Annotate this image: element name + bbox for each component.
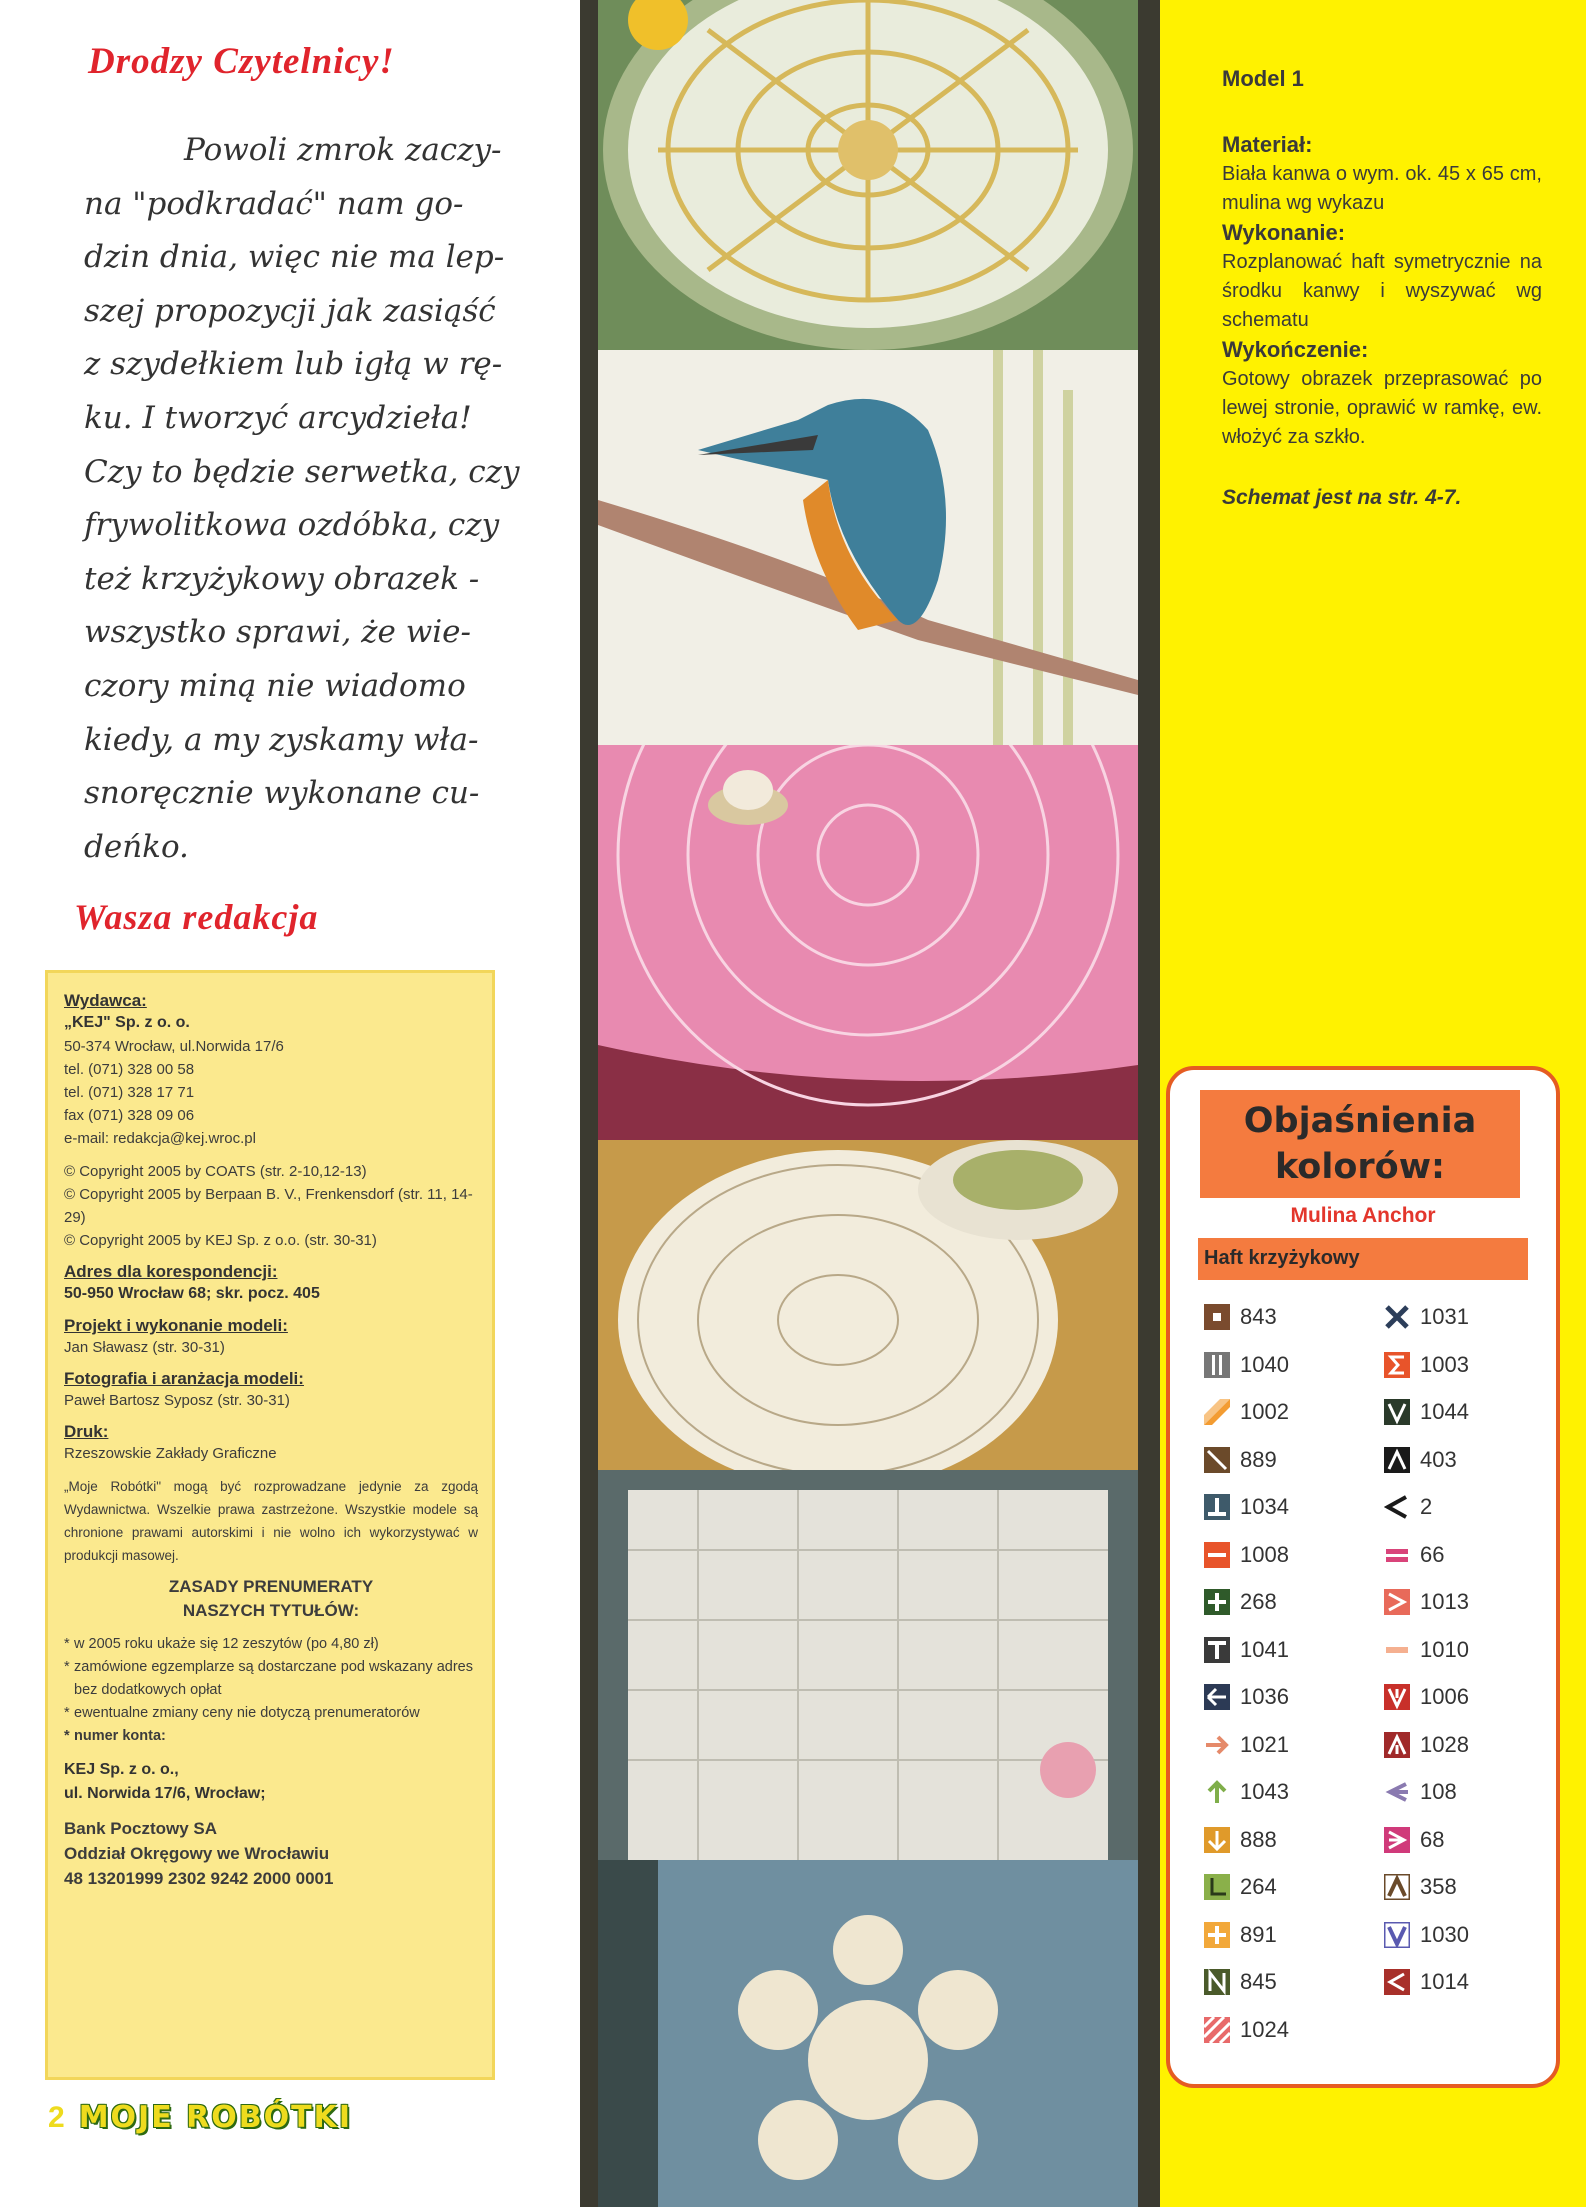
legend-row (1204, 1589, 1277, 1615)
instructions-column (1160, 0, 1586, 2207)
photo-label: Fotografia i aranżacja modeli: (64, 1369, 304, 1388)
stitch-symbol-arrow-left-bar-icon (1384, 1779, 1410, 1805)
legend-title-line: Objaśnienia (1243, 1101, 1477, 1141)
stitch-symbol-check-icon (1204, 1874, 1230, 1900)
publisher-fax: fax (071) 328 09 06 (64, 1107, 195, 1124)
bank-line: Bank Pocztowy SA (64, 1819, 218, 1838)
legend-row (1204, 1494, 1289, 1520)
stitch-symbol-dash-icon (1204, 1542, 1230, 1568)
thread-code: 1028 (1420, 1732, 1469, 1757)
legend-row (1384, 1874, 1457, 1900)
stitch-symbol-v-bar-icon (1384, 1684, 1410, 1710)
bank-line: Oddział Okręgowy we Wrocławiu (64, 1844, 330, 1863)
stitch-symbol-lambda-icon (1384, 1447, 1410, 1473)
legend-brand: Mulina Anchor (1290, 1204, 1436, 1227)
editorial-line: z szydełkiem lub igłą w rę- (84, 346, 503, 383)
legend-row (1204, 1922, 1277, 1948)
editorial-line: czory miną nie wiadomo (84, 667, 466, 704)
legend-row (1384, 1447, 1457, 1473)
legend-row (1384, 1827, 1444, 1853)
subscription-title: NASZYCH TYTUŁÓW: (182, 1601, 360, 1620)
stitch-symbol-lambda-bar-icon (1384, 1732, 1410, 1758)
thread-code: 1030 (1420, 1922, 1469, 1947)
thread-code: 1021 (1240, 1732, 1289, 1757)
curtain-photo (598, 1470, 1138, 1860)
thread-code: 264 (1240, 1874, 1277, 1899)
greeting-heading: Drodzy Czytelnicy! (88, 41, 395, 82)
thread-code: 888 (1240, 1827, 1277, 1852)
editorial-line: też krzyżykowy obrazek - (84, 560, 480, 597)
legend-title (1200, 1090, 1520, 1198)
legend-row (1204, 1969, 1277, 1995)
stitch-symbol-arrow-left-icon (1204, 1684, 1230, 1710)
pink-tablecloth-photo (598, 745, 1138, 1140)
legend-row (1384, 1542, 1444, 1568)
legend-row (1204, 1827, 1277, 1853)
stitch-symbol-square-dot-icon (1204, 1304, 1230, 1330)
copyright-line: © Copyright 2005 by Berpaan B. V., Frenkensdorf (str. 11, 14-29) (64, 1186, 473, 1226)
legend-row (1204, 1637, 1289, 1663)
stitch-symbol-chevron-bar-icon (1384, 1827, 1410, 1853)
editorial-line: frywolitkowa ozdóbka, czy (84, 507, 500, 544)
account-line: ul. Norwida 17/6, Wrocław; (64, 1785, 266, 1802)
imprint-box (45, 970, 495, 2080)
material-label: Materiał: (1222, 132, 1313, 157)
model-title: Model 1 (1222, 66, 1304, 91)
thread-code: 1031 (1420, 1304, 1469, 1329)
thread-code: 2 (1420, 1494, 1433, 1519)
legend-title-line: kolorów: (1274, 1147, 1446, 1187)
stitch-symbol-arrow-up-icon (1204, 1779, 1230, 1805)
stitch-symbol-t-icon (1204, 1637, 1230, 1663)
editorial-line: snoręcznie wykonane cu- (84, 775, 480, 812)
thread-code: 1003 (1420, 1352, 1469, 1377)
tatting-photo (598, 1860, 1138, 2207)
page-footer (48, 2100, 352, 2135)
address-value: 50-950 Wrocław 68; skr. pocz. 405 (64, 1285, 320, 1302)
model-instructions (1222, 66, 1542, 510)
stitch-symbol-plus-icon (1204, 1922, 1230, 1948)
thread-code: 268 (1240, 1589, 1277, 1614)
finish-label: Wykończenie: (1222, 337, 1369, 362)
subscription-list (64, 1633, 478, 1748)
editorial-line: szej propozycji jak zasiąść (84, 292, 496, 329)
thread-code: 843 (1240, 1304, 1277, 1329)
legend-row (1204, 1874, 1277, 1900)
thread-code: 1034 (1240, 1494, 1289, 1519)
photo-strip (580, 0, 1160, 2207)
stitch-symbol-diagonal-icon (1204, 1399, 1230, 1425)
schema-reference: Schemat jest na str. 4-7. (1222, 486, 1462, 509)
page-number: 2 (48, 2100, 65, 2134)
legend-row (1384, 1732, 1469, 1758)
thread-code: 358 (1420, 1874, 1457, 1899)
legend-row (1384, 1352, 1469, 1378)
photo-value: Paweł Bartosz Syposz (str. 30-31) (64, 1392, 290, 1409)
legend-section-header: Haft krzyżykowy (1198, 1238, 1528, 1280)
editorial-line: kiedy, a my zyskamy wła- (84, 721, 479, 758)
copyright-line: © Copyright 2005 by COATS (str. 2-10,12-13) (64, 1163, 367, 1180)
thread-code: 1010 (1420, 1637, 1469, 1662)
thread-code: 891 (1240, 1922, 1277, 1947)
legend-row (1384, 1922, 1469, 1948)
legend-row (1204, 1779, 1289, 1805)
thread-code: 1002 (1240, 1399, 1289, 1424)
subscription-item: * zamówione egzemplarze są dostarczane pod wskazany adres bez dodatkowych opłat (64, 1656, 478, 1702)
thread-code: 1040 (1240, 1352, 1289, 1377)
legend-row (1204, 1352, 1289, 1378)
stitch-symbol-plus-icon (1204, 1589, 1230, 1615)
project-value: Jan Sławasz (str. 30-31) (64, 1339, 225, 1356)
publisher-label: Wydawca: (64, 991, 147, 1010)
stitch-symbol-dash-light-icon (1384, 1637, 1410, 1663)
stitch-symbol-x-icon (1384, 1304, 1410, 1330)
legend-row (1384, 1494, 1432, 1520)
thread-code: 1006 (1420, 1684, 1469, 1709)
editorial-line: deńko. (84, 828, 189, 865)
thread-code: 68 (1420, 1827, 1445, 1852)
execution-text: Rozplanować haft symetrycznie na środku kanwy i wyszywać wg schematu (1222, 251, 1542, 331)
publisher-email: e-mail: redakcja@kej.wroc.pl (64, 1130, 256, 1147)
stitch-symbol-bars-icon (1204, 1352, 1230, 1378)
stitch-symbol-arrow-right-icon (1204, 1732, 1230, 1758)
editorial-line: ku. I tworzyć arcydzieła! (84, 399, 472, 436)
legend-row (1384, 1969, 1469, 1995)
material-text: Biała kanwa o wym. ok. 45 x 65 cm, mulina wg wykazu (1222, 163, 1542, 214)
stitch-symbol-base-t-icon (1204, 1494, 1230, 1520)
publisher-phone: tel. (071) 328 17 71 (64, 1084, 195, 1101)
subscription-item: * ewentualne zmiany ceny nie dotyczą prenumeratorów (64, 1702, 478, 1725)
stitch-symbol-v-open-icon (1384, 1922, 1410, 1948)
stitch-symbol-hatch-icon (1204, 2017, 1230, 2043)
thread-code: 1041 (1240, 1637, 1289, 1662)
thread-code: 403 (1420, 1447, 1457, 1472)
bank-line: 48 13201999 2302 9242 2000 0001 (64, 1869, 334, 1888)
publisher-phone: tel. (071) 328 00 58 (64, 1061, 195, 1078)
legend-row (1204, 1732, 1289, 1758)
editorial-text (84, 124, 524, 874)
publisher-address: 50-374 Wrocław, ul.Norwida 17/6 (64, 1038, 284, 1055)
magazine-logo: MOJE ROBÓTKI (78, 2100, 352, 2135)
subscription-item: * numer konta: (64, 1725, 478, 1748)
thread-code: 1013 (1420, 1589, 1469, 1614)
thread-code: 1024 (1240, 2017, 1289, 2042)
copyright-line: © Copyright 2005 by KEJ Sp. z o.o. (str. 30-31) (64, 1232, 377, 1249)
stitch-symbol-less-box-icon (1384, 1969, 1410, 1995)
stitch-symbol-arrow-down-icon (1204, 1827, 1230, 1853)
account-line: KEJ Sp. z o. o., (64, 1761, 179, 1778)
legend-row (1384, 1779, 1457, 1805)
legend-row (1384, 1637, 1469, 1663)
subscription-item: * w 2005 roku ukaże się 12 zeszytów (po 4,80 zł) (64, 1633, 478, 1656)
thread-code: 1008 (1240, 1542, 1289, 1567)
execution-label: Wykonanie: (1222, 220, 1346, 245)
legend-row (1204, 1399, 1289, 1425)
editorial-line: Czy to będzie serwetka, czy (84, 453, 520, 490)
doily-photo-yellow (598, 0, 1138, 350)
legend-row (1384, 1304, 1469, 1330)
thread-code: 1044 (1420, 1399, 1469, 1424)
thread-code: 1014 (1420, 1969, 1469, 1994)
print-label: Druk: (64, 1422, 109, 1441)
legend-row (1384, 1399, 1469, 1425)
stitch-symbol-equals-icon (1384, 1542, 1410, 1568)
print-value: Rzeszowskie Zakłady Graficzne (64, 1445, 277, 1462)
legend-row (1204, 1304, 1277, 1330)
stitch-symbol-chevron-icon (1384, 1589, 1410, 1615)
editorial-line: Powoli zmrok zaczy- (184, 132, 502, 168)
kingfisher-photo (598, 350, 1138, 745)
project-label: Projekt i wykonanie modeli: (64, 1316, 288, 1335)
editorial-line: wszystko sprawi, że wie- (84, 614, 471, 651)
stitch-symbol-less-icon (1384, 1494, 1410, 1520)
stitch-symbol-sigma-icon (1384, 1352, 1410, 1378)
editorial-line: dzin dnia, więc nie ma lep- (84, 239, 505, 276)
thread-code: 108 (1420, 1779, 1457, 1804)
legend-row (1384, 1684, 1469, 1710)
address-label: Adres dla korespondencji: (64, 1262, 278, 1281)
legend-row (1204, 1542, 1289, 1568)
legend-row (1204, 2017, 1289, 2043)
stitch-symbol-diagonal-down-icon (1204, 1447, 1230, 1473)
stitch-symbol-v-icon (1384, 1399, 1410, 1425)
subscription-title: ZASADY PRENUMERATY (168, 1577, 374, 1596)
editorial-signature: Wasza redakcja (74, 897, 319, 937)
thread-code: 845 (1240, 1969, 1277, 1994)
thread-code: 66 (1420, 1542, 1445, 1567)
white-doily-photo (598, 1140, 1138, 1470)
thread-code: 889 (1240, 1447, 1277, 1472)
legend-row (1384, 1589, 1469, 1615)
stitch-symbol-n-icon (1204, 1969, 1230, 1995)
legend-row (1204, 1684, 1289, 1710)
thread-code: 1036 (1240, 1684, 1289, 1709)
color-legend (1166, 1066, 1560, 2088)
finish-text: Gotowy obrazek przeprasować po lewej stronie, oprawić w ramkę, ew. włożyć za szkło. (1222, 368, 1542, 448)
legend-row (1204, 1447, 1277, 1473)
thread-code: 1043 (1240, 1779, 1289, 1804)
rights-notice: „Moje Robótki" mogą być rozprowadzane jedynie za zgodą Wydawnictwa. Wszelkie prawa zastrzeżone. Wszystkie modele są chronione prawami autorskimi i nie wolno ich wykorzystywać w produkcji masowej. (64, 1479, 478, 1563)
editorial-line: na "podkradać" nam go- (84, 185, 464, 222)
editorial-column (0, 0, 580, 2207)
publisher-name: „KEJ" Sp. z o. o. (64, 1014, 190, 1031)
stitch-symbol-lambda-open-icon (1384, 1874, 1410, 1900)
